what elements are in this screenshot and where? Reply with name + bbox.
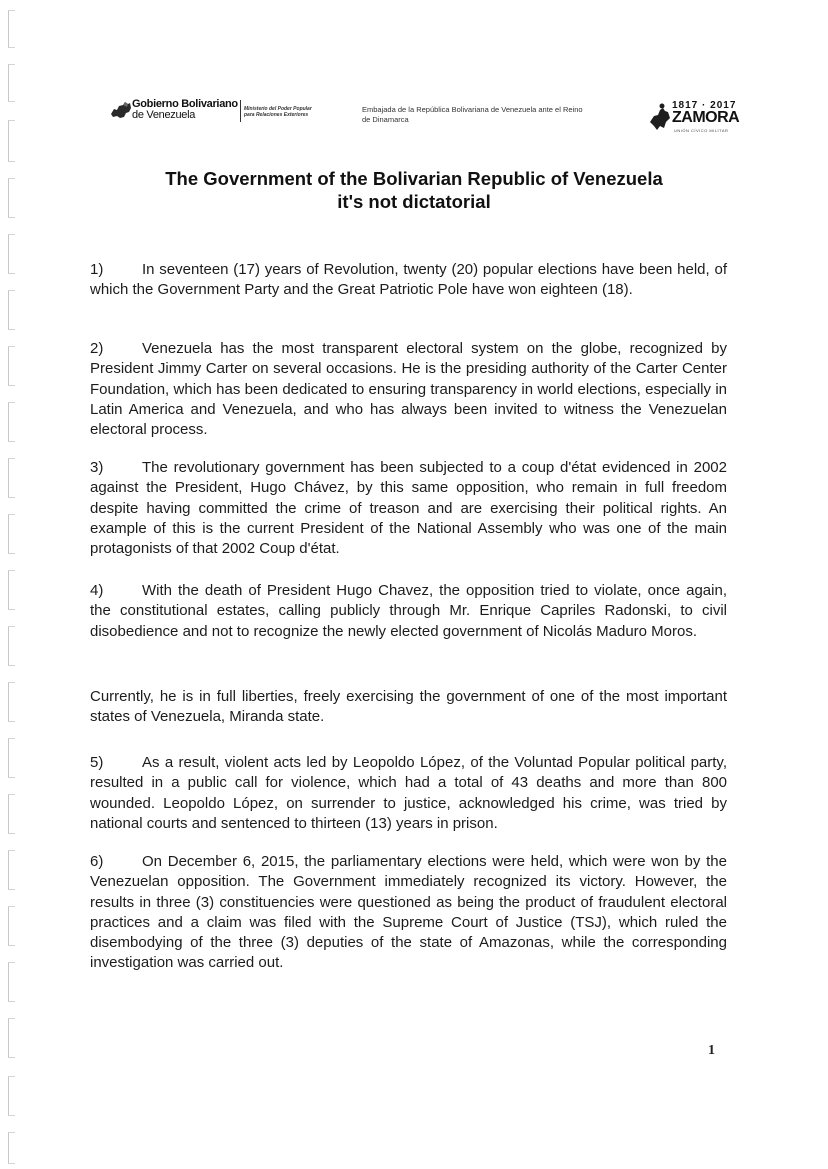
- binder-mark: [8, 1132, 15, 1164]
- paragraph-text: With the death of President Hugo Chavez, the opposition tried to violate, once again, the constitutional estates, calling publicly through Mr. Enrique Capriles Radonski, to civil disobedience and not to recognize the newly elected government of Nicolás Maduro Moros.: [90, 582, 727, 640]
- paragraph-1: [90, 260, 727, 301]
- government-logo-text: [132, 99, 238, 121]
- binder-mark: [8, 850, 15, 890]
- paragraph-text: In seventeen (17) years of Revolution, twenty (20) popular elections have been held, of which the Government Party and the Great Patriotic Pole have won eighteen (18).: [90, 261, 727, 299]
- logo-separator: [240, 100, 241, 122]
- paragraph-text: Venezuela has the most transparent electoral system on the globe, recognized by President Jimmy Carter on several occasions. He is the presiding authority of the Carter Center Foundation, which has been dedicated to ensuring transparency in world elections, especially in Latin America and Venezuela, and who has always been invited to witness the Venezuelan electoral process.: [90, 340, 727, 439]
- binder-mark: [8, 402, 15, 442]
- binder-mark: [8, 10, 15, 48]
- paragraph-text: On December 6, 2015, the parliamentary elections were held, which were won by the Venezuelan opposition. The Government immediately recognized its victory. However, the results in three (3) constituencies were questioned as being the product of fraudulent electoral practices and a claim was filed with the Supreme Court of Justice (TSJ), which ruled the disembodying of the three (3) deputies of the state of Amazonas, while the corresponding investigation was carried out.: [90, 853, 727, 972]
- binder-mark: [8, 120, 15, 162]
- embassy-line2: de Dinamarca: [362, 115, 409, 124]
- horseman-icon: [648, 102, 672, 132]
- paragraph-4: [90, 581, 727, 642]
- document-title: [0, 167, 828, 213]
- paragraph-text: The revolutionary government has been subjected to a coup d'état evidenced in 2002 against the President, Hugo Chávez, by this same opposition, who remain in full freedom despite having committed the crime of treason and are exercising their political rights. An example of this is the current President of the National Assembly who was one of the main protagonists of that 2002 Coup d'état.: [90, 459, 727, 558]
- zamora-logo: [648, 98, 758, 138]
- binder-mark: [8, 794, 15, 834]
- binder-mark: [8, 738, 15, 778]
- paragraph-6: [90, 852, 727, 974]
- paragraph-3: [90, 458, 727, 559]
- venezuela-map-logo-icon: [110, 100, 132, 120]
- paragraph-5: [90, 753, 727, 834]
- ministry-text: [244, 106, 312, 118]
- paragraph-text: As a result, violent acts led by Leopoldo López, of the Voluntad Popular political party, resulted in a public call for violence, which had a total of 43 deaths and more than 800 wounded. Leopoldo López, on surrender to justice, acknowledged his crime, was tried by national courts and sentenced to thirteen (13) years in prison.: [90, 754, 727, 832]
- binder-mark: [8, 1018, 15, 1058]
- paragraph-number: 6): [90, 853, 104, 870]
- title-line2: it's not dictatorial: [337, 191, 491, 212]
- embassy-text: [362, 105, 622, 125]
- binder-mark: [8, 682, 15, 722]
- binder-mark: [8, 234, 15, 274]
- paragraph-number: 3): [90, 459, 104, 476]
- gov-line2: de Venezuela: [132, 109, 196, 121]
- ministry-line2: para Relaciones Exteriores: [244, 112, 309, 118]
- binder-mark: [8, 570, 15, 610]
- embassy-line1: Embajada de la República Bolivariana de Venezuela ante el Reino: [362, 105, 583, 114]
- binder-mark: [8, 346, 15, 386]
- letterhead: [110, 96, 758, 140]
- binder-mark: [8, 290, 15, 330]
- ministry-line1: Ministerio del Poder Popular: [244, 106, 312, 112]
- page-number: 1: [708, 1043, 715, 1058]
- binder-mark: [8, 64, 15, 102]
- binder-mark: [8, 458, 15, 498]
- paragraph-2: [90, 339, 727, 440]
- paragraph-number: 5): [90, 754, 104, 771]
- paragraph-number: 1): [90, 261, 104, 278]
- binder-mark: [8, 962, 15, 1002]
- gov-line1: Gobierno Bolivariano: [132, 98, 238, 110]
- binder-mark: [8, 626, 15, 666]
- zamora-name: ZAMORA: [672, 109, 740, 126]
- binder-mark: [8, 514, 15, 554]
- paragraph-text: Currently, he is in full liberties, freely exercising the government of one of the most important states of Venezuela, Miranda state.: [90, 688, 727, 726]
- zamora-subtitle: UNIÓN CÍVICO MILITAR: [674, 128, 729, 133]
- binder-mark: [8, 1076, 15, 1116]
- binder-mark: [8, 906, 15, 946]
- paragraph-number: 4): [90, 582, 104, 599]
- paragraph-number: 2): [90, 340, 104, 357]
- zamora-years: 1817 · 2017: [672, 100, 737, 111]
- paragraph-4-continued: [90, 687, 727, 728]
- title-line1: The Government of the Bolivarian Republic of Venezuela: [165, 168, 663, 189]
